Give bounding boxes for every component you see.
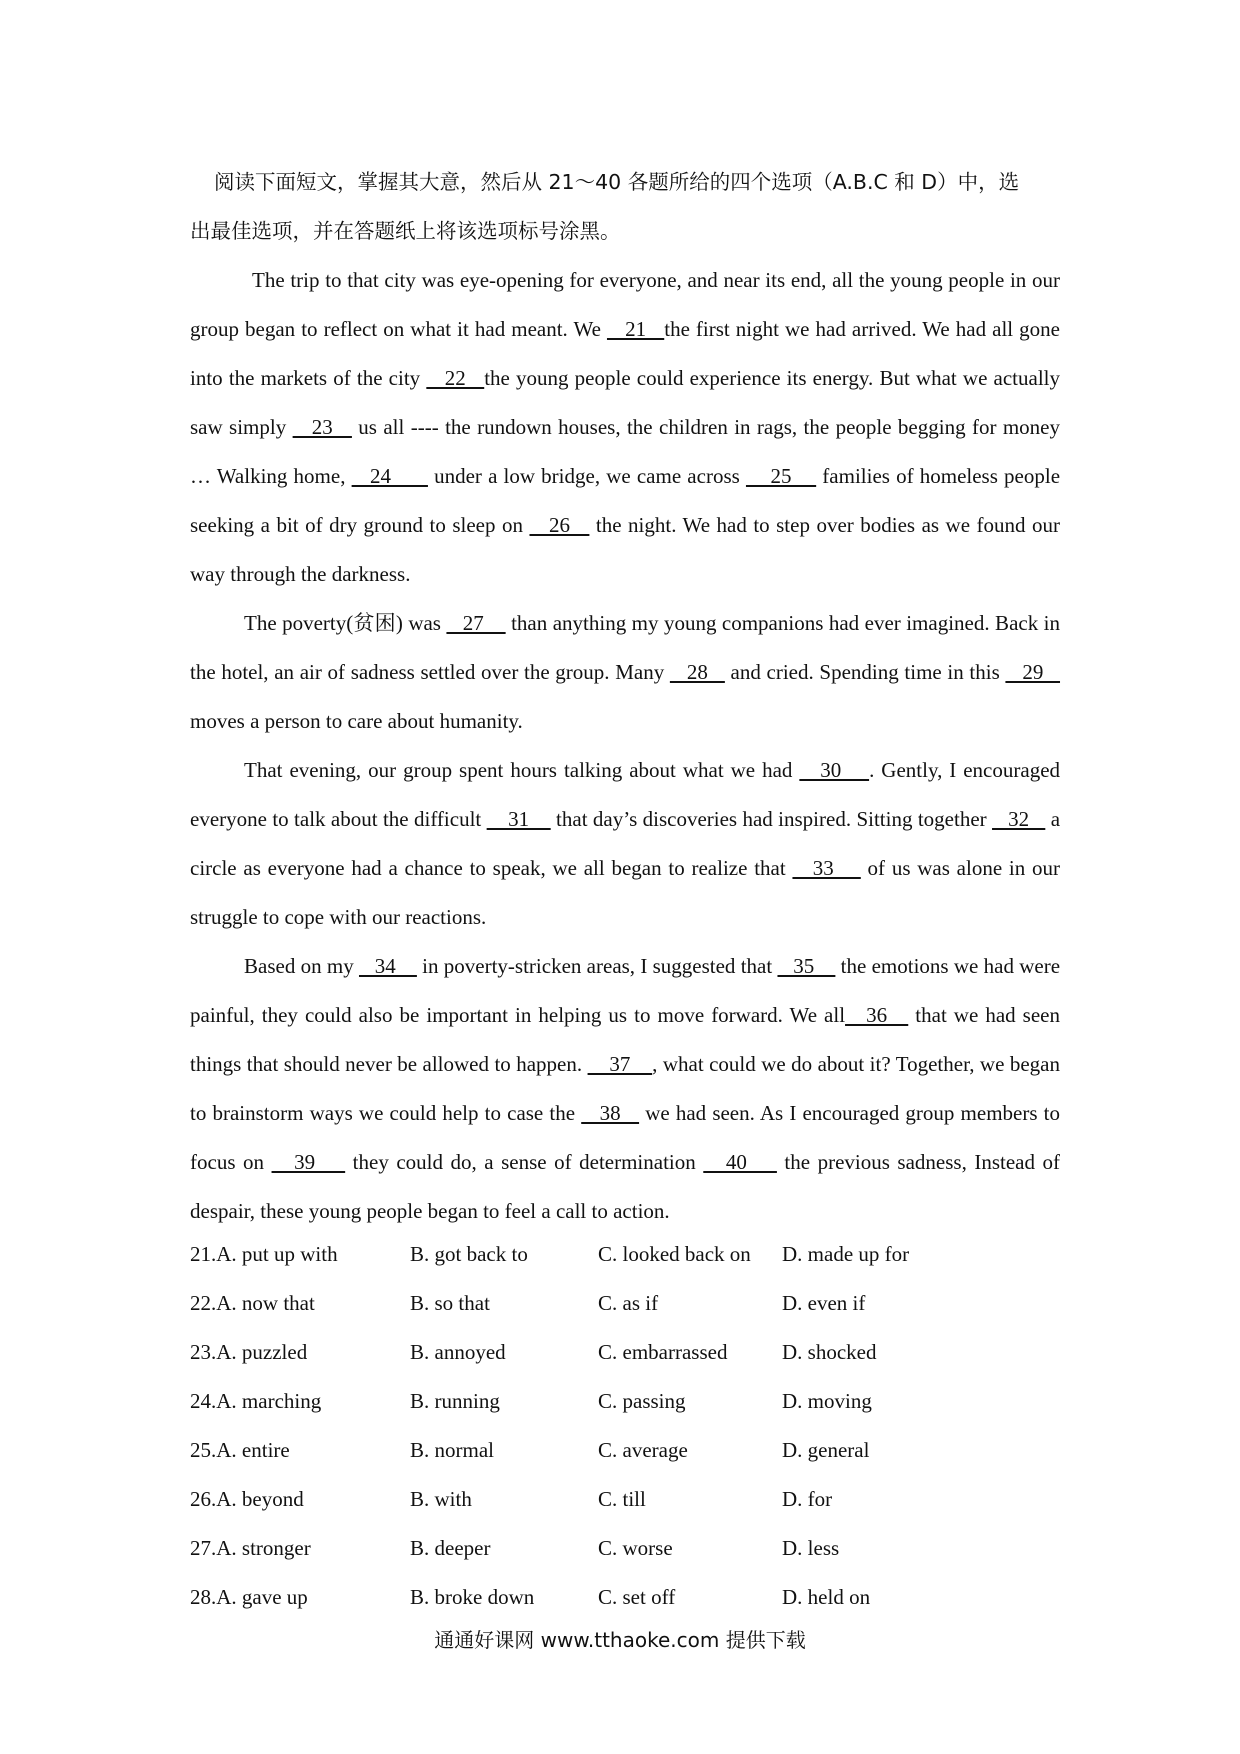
paragraph-3	[190, 746, 1060, 942]
option-c: C. worse	[598, 1536, 673, 1560]
option-a: 24.A. marching	[190, 1389, 322, 1413]
option-b: B. so that	[410, 1291, 490, 1315]
option-row-23	[190, 1328, 1060, 1377]
option-row-28	[190, 1573, 1060, 1622]
instructions-line-1: 阅读下面短文，掌握其大意，然后从 21～40 各题所给的四个选项（A.B.C 和 D）中，选	[214, 170, 1020, 194]
text-span: we had seen. As I encouraged group members to focus on	[190, 1101, 1061, 1174]
blank-36: 36	[845, 1003, 909, 1027]
paragraph-1	[190, 256, 1060, 599]
option-c: C. as if	[598, 1291, 659, 1315]
blank-30: 30	[799, 758, 870, 782]
blank-29: 29	[1005, 660, 1061, 684]
text-span: than anything my young companions had ever imagined. Back in the hotel, an air of sadness settled over the group. Many	[190, 611, 1061, 684]
text-span: that day’s discoveries had inspired. Sitting together	[550, 807, 993, 831]
option-d: D. moving	[782, 1389, 872, 1413]
text-span: the young people could experience its energy. But what we actually saw simply	[190, 366, 1060, 439]
option-a: 28.A. gave up	[190, 1585, 308, 1609]
text-span: of us was alone in our struggle to cope with our reactions.	[190, 856, 1060, 929]
blank-26: 26	[529, 513, 590, 537]
option-b: B. annoyed	[410, 1340, 506, 1364]
text-span: the emotions we had were painful, they could also be important in helping us to move forward. We all	[190, 954, 1061, 1027]
blank-25: 25	[745, 464, 817, 488]
option-row-22	[190, 1279, 1060, 1328]
page-footer: 通通好课网 www.tthaoke.com 提供下载	[434, 1628, 806, 1652]
option-b: B. running	[410, 1389, 500, 1413]
option-d: D. general	[782, 1438, 870, 1462]
blank-38: 38	[581, 1101, 640, 1125]
instructions-line-2: 出最佳选项，并在答题纸上将该选项标号涂黑。	[190, 219, 621, 243]
option-d: D. for	[782, 1487, 833, 1511]
text-span: The poverty(贫困) was	[244, 611, 447, 635]
text-span: and cried. Spending time in this	[724, 660, 1006, 684]
text-span: a circle as everyone had a chance to speak, we all began to realize that	[190, 807, 1061, 880]
option-c: C. embarrassed	[598, 1340, 728, 1364]
option-d: D. shocked	[782, 1340, 877, 1364]
text-span: The trip to that city was eye-opening for everyone, and near its end, all the young people in our group began to reflect on what it had meant. We	[190, 268, 1060, 341]
option-b: B. got back to	[410, 1242, 528, 1266]
option-c: C. looked back on	[598, 1242, 751, 1266]
text-span: the previous sadness, Instead of despair, these young people began to feel a call to action.	[190, 1150, 1061, 1223]
option-a: 21.A. put up with	[190, 1242, 338, 1266]
blank-37: 37	[587, 1052, 653, 1076]
option-b: B. broke down	[410, 1585, 535, 1609]
option-a: 22.A. now that	[190, 1291, 315, 1315]
text-span: that we had seen things that should never be allowed to happen.	[190, 1003, 1060, 1076]
blank-27: 27	[446, 611, 506, 635]
option-a: 23.A. puzzled	[190, 1340, 308, 1364]
option-b: B. with	[410, 1487, 472, 1511]
option-d: D. made up for	[782, 1242, 910, 1266]
blank-39: 39	[271, 1150, 346, 1174]
cloze-passage	[190, 256, 1060, 1236]
text-span: moves a person to care about humanity.	[190, 709, 523, 733]
blank-21: 21	[606, 317, 665, 341]
option-a: 25.A. entire	[190, 1438, 290, 1462]
instructions	[190, 158, 1060, 256]
option-c: C. passing	[598, 1389, 686, 1413]
blank-35: 35	[777, 954, 836, 978]
option-row-24	[190, 1377, 1060, 1426]
option-d: D. even if	[782, 1291, 866, 1315]
text-span: under a low bridge, we came across	[427, 464, 746, 488]
option-a: 27.A. stronger	[190, 1536, 311, 1560]
option-c: C. till	[598, 1487, 646, 1511]
paragraph-2	[190, 599, 1060, 746]
text-span: they could do, a sense of determination	[345, 1150, 704, 1174]
paragraph-4	[190, 942, 1060, 1236]
option-a: 26.A. beyond	[190, 1487, 304, 1511]
text-span: That evening, our group spent hours talking about what we had	[244, 758, 800, 782]
answer-options	[190, 1230, 1060, 1622]
blank-28: 28	[669, 660, 725, 684]
text-span: in poverty-stricken areas, I suggested that	[416, 954, 778, 978]
blank-34: 34	[358, 954, 417, 978]
blank-33: 33	[792, 856, 861, 880]
text-span: us all ---- the rundown houses, the children in rags, the people begging for money … Walking home,	[190, 415, 1061, 488]
option-row-21	[190, 1230, 1060, 1279]
option-row-25	[190, 1426, 1060, 1475]
option-row-26	[190, 1475, 1060, 1524]
blank-22: 22	[426, 366, 485, 390]
option-b: B. deeper	[410, 1536, 491, 1560]
text-span: families of homeless people seeking a bit of dry ground to sleep on	[190, 464, 1061, 537]
blank-40: 40	[703, 1150, 777, 1174]
text-span: . Gently, I encouraged everyone to talk about the difficult	[190, 758, 1061, 831]
text-span: the night. We had to step over bodies as we found our way through the darkness.	[190, 513, 1060, 586]
option-c: C. average	[598, 1438, 688, 1462]
option-row-27	[190, 1524, 1060, 1573]
option-d: D. held on	[782, 1585, 871, 1609]
option-c: C. set off	[598, 1585, 676, 1609]
text-span: , what could we do about it? Together, we began to brainstorm ways we could help to case the	[190, 1052, 1060, 1125]
blank-23: 23	[292, 415, 352, 439]
blank-24: 24	[351, 464, 428, 488]
option-d: D. less	[782, 1536, 840, 1560]
option-b: B. normal	[410, 1438, 494, 1462]
blank-31: 31	[486, 807, 551, 831]
text-span: Based on my	[244, 954, 359, 978]
text-span: the first night we had arrived. We had all gone into the markets of the city	[190, 317, 1061, 390]
blank-32: 32	[992, 807, 1046, 831]
